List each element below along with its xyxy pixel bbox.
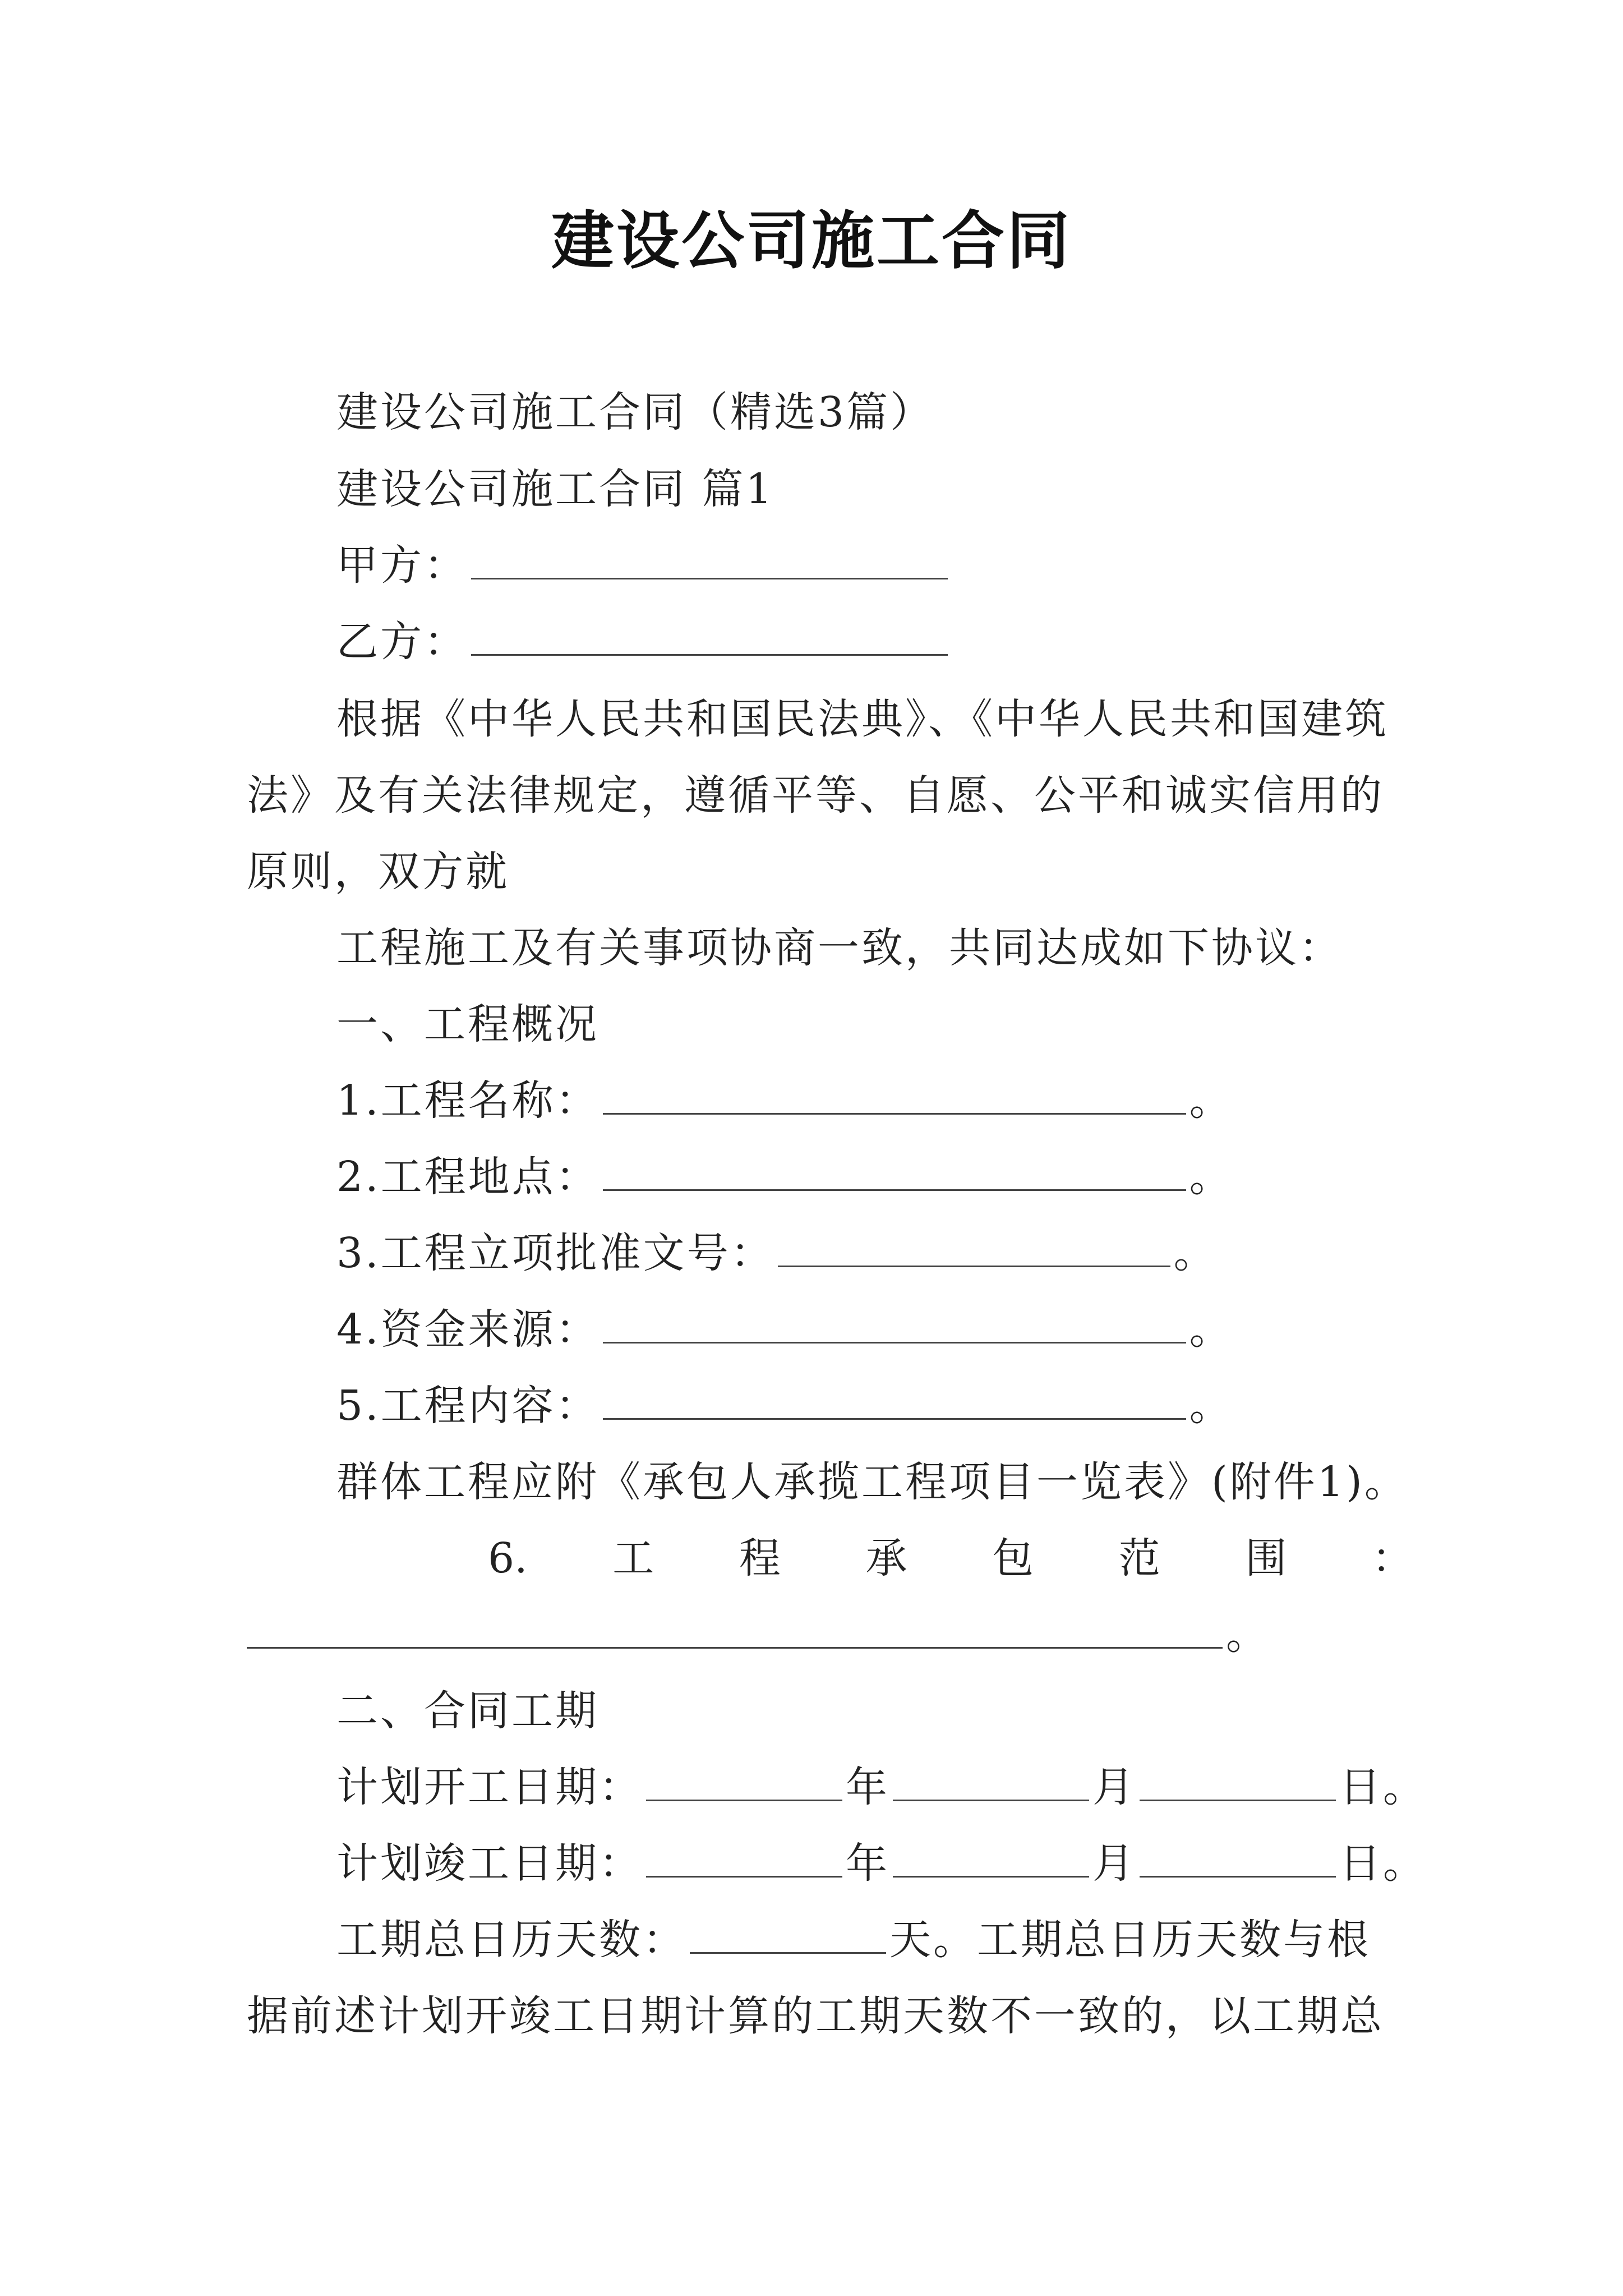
start-date-row [336, 1759, 1427, 1815]
year-label: 年 [846, 1839, 889, 1888]
item-6-char: 围 [1245, 1534, 1287, 1582]
item-6-char: 6. [488, 1534, 528, 1582]
item-2-blank[interactable] [603, 1152, 1186, 1191]
end-month-blank[interactable] [893, 1839, 1089, 1878]
item-6-period: 。 [1226, 1611, 1270, 1659]
start-year-blank[interactable] [646, 1763, 842, 1801]
document-title: 建设公司施工合同 [551, 204, 1072, 278]
intro-line-4: 工程施工及有关事项协商一致，共同达成如下协议： [336, 924, 1343, 972]
item-3-label: 3.工程立项批准文号： [336, 1229, 774, 1277]
last-line: 据前述计划开竣工日期计算的工期天数不一致的，以工期总 [247, 1992, 1384, 2040]
duration-heading: 二、合同工期 [336, 1687, 599, 1735]
month-label: 月 [1092, 1839, 1136, 1888]
item-6-char: ： [1371, 1534, 1413, 1582]
party-a-blank[interactable] [471, 541, 948, 579]
intro-line-3: 原则，双方就 [247, 848, 509, 896]
total-days-rest: 天。工期总日历天数与根 [889, 1916, 1371, 1964]
item-6-row [488, 1530, 1413, 1586]
item-5-period: 。 [1189, 1382, 1233, 1430]
item-6-blank-row [247, 1607, 1270, 1663]
party-a-row [336, 537, 951, 593]
start-month-blank[interactable] [893, 1763, 1089, 1801]
end-day-blank[interactable] [1140, 1839, 1336, 1878]
overview-heading: 一、工程概况 [336, 1000, 599, 1048]
end-date-label: 计划竣工日期： [336, 1839, 643, 1888]
day-label: 日。 [1339, 1763, 1427, 1811]
party-a-label: 甲方： [336, 541, 468, 590]
party-b-row [336, 614, 951, 670]
end-year-blank[interactable] [646, 1839, 842, 1878]
item-1-period: 。 [1189, 1076, 1233, 1125]
item-2-period: 。 [1189, 1153, 1233, 1201]
item-6-blank[interactable] [247, 1610, 1223, 1649]
item-4-period: 。 [1189, 1305, 1233, 1354]
party-b-label: 乙方： [336, 618, 468, 666]
start-date-label: 计划开工日期： [336, 1763, 643, 1811]
item-3-row [336, 1225, 1218, 1281]
total-days-blank[interactable] [690, 1915, 886, 1954]
party-b-blank[interactable] [471, 617, 948, 656]
month-label: 月 [1092, 1763, 1136, 1811]
day-label: 日。 [1339, 1839, 1427, 1888]
intro-line-2: 法》及有关法律规定，遵循平等、自愿、公平和诚实信用的 [247, 771, 1384, 820]
item-6-char: 包 [992, 1534, 1034, 1582]
item-6-char: 范 [1118, 1534, 1160, 1582]
item-1-blank[interactable] [603, 1076, 1186, 1115]
item-6-char: 工 [612, 1534, 654, 1582]
end-date-row [336, 1835, 1427, 1892]
item-3-blank[interactable] [778, 1228, 1170, 1267]
total-days-row [336, 1912, 1371, 1968]
item-5-label: 5.工程内容： [336, 1382, 600, 1430]
item-4-label: 4.资金来源： [336, 1305, 600, 1354]
item-5-row [336, 1378, 1233, 1434]
group-project-line: 群体工程应附《承包人承揽工程项目一览表》(附件1)。 [336, 1458, 1408, 1506]
total-days-label: 工期总日历天数： [336, 1916, 686, 1964]
item-4-row [336, 1301, 1233, 1358]
item-4-blank[interactable] [603, 1305, 1186, 1343]
section-heading: 建设公司施工合同 篇1 [336, 465, 774, 513]
item-2-label: 2.工程地点： [336, 1153, 600, 1201]
start-day-blank[interactable] [1140, 1763, 1336, 1801]
item-6-char: 承 [865, 1534, 907, 1582]
item-6-char: 程 [739, 1534, 781, 1582]
item-1-row [336, 1073, 1233, 1129]
item-2-row [336, 1149, 1233, 1205]
intro-line-1: 根据《中华人民共和国民法典》、《中华人民共和国建筑 [336, 695, 1389, 743]
item-5-blank[interactable] [603, 1381, 1186, 1420]
subtitle: 建设公司施工合同（精选3篇） [336, 388, 934, 436]
year-label: 年 [846, 1763, 889, 1811]
item-1-label: 1.工程名称： [336, 1076, 600, 1125]
item-3-period: 。 [1173, 1229, 1218, 1277]
